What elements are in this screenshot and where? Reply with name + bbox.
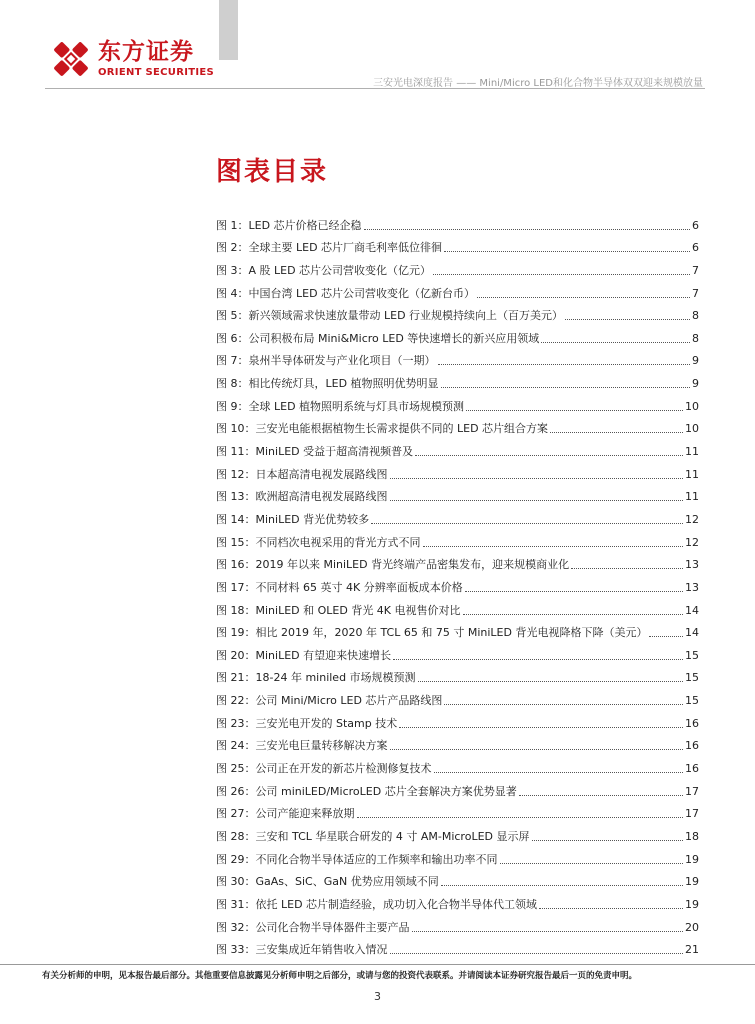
toc-leader-dots [423,546,684,547]
toc-entry[interactable] [216,278,699,301]
toc-entry-label: 图 11：MiniLED 受益于超高清视频普及 [216,445,414,459]
header-decor-bar [219,0,238,60]
toc-leader-dots [393,659,683,660]
company-name-cn: 东方证券 [98,39,194,65]
toc-entry-page: 6 [692,241,699,255]
toc-entry-label: 图 1：LED 芯片价格已经企稳 [216,218,362,232]
toc-entry-label: 图 18：MiniLED 和 OLED 背光 4K 电视售价对比 [216,603,461,617]
toc-leader-dots [390,953,684,954]
toc-entry-page: 19 [685,852,699,866]
toc-entry-page: 17 [685,807,699,821]
toc-entry-label: 图 30：GaAs、SiC、GaN 优势应用领域不同 [216,875,439,889]
page-title: 图表目录 [216,157,329,187]
toc-entry-label: 图 29：不同化合物半导体适应的工作频率和输出功率不同 [216,852,498,866]
toc-leader-dots [412,931,684,932]
toc-entry-page: 11 [685,490,699,504]
toc-entry-page: 15 [685,671,699,685]
toc-entry-label: 图 33：三安集成近年销售收入情况 [216,943,388,957]
toc-entry-page: 6 [692,218,699,232]
toc-entry[interactable] [216,731,699,754]
toc-leader-dots [371,523,683,524]
toc-entry[interactable] [216,595,699,618]
toc-entry-page: 13 [685,558,699,572]
toc-entry-page: 12 [685,512,699,526]
toc-entry-page: 11 [685,445,699,459]
toc-entry-page: 8 [692,331,699,345]
footer-disclaimer: 有关分析师的申明，见本报告最后部分。其他重要信息披露见分析师申明之后部分，或请与您的投资代表联系。并请阅读本证券研究报告最后一页的免责申明。 [42,971,638,981]
toc-entry-label: 图 22：公司 Mini/Micro LED 芯片产品路线图 [216,694,443,708]
toc-entry-label: 图 26：公司 miniLED/MicroLED 芯片全套解决方案优势显著 [216,784,517,798]
toc-entry-page: 20 [685,920,699,934]
toc-leader-dots [444,251,690,252]
toc-entry[interactable] [216,753,699,776]
toc-entry-page: 7 [692,286,699,300]
toc-leader-dots [463,614,683,615]
orient-logo-icon [50,38,92,80]
footer-divider [0,964,755,965]
toc-entry-label: 图 12：日本超高清电视发展路线图 [216,467,388,481]
toc-entry-page: 12 [685,535,699,549]
toc-entry[interactable] [216,414,699,437]
toc-entry[interactable] [216,346,699,369]
toc-entry[interactable] [216,459,699,482]
toc-entry-page: 19 [685,897,699,911]
toc-entry[interactable] [216,844,699,867]
toc-leader-dots [500,863,684,864]
toc-entry[interactable] [216,821,699,844]
toc-leader-dots [539,908,683,909]
toc-leader-dots [390,749,684,750]
toc-entry[interactable] [216,301,699,324]
toc-leader-dots [477,297,690,298]
toc-leader-dots [649,636,683,637]
toc-entry[interactable] [216,550,699,573]
toc-entry-label: 图 14：MiniLED 背光优势较多 [216,512,370,526]
toc-entry[interactable] [216,233,699,256]
header-divider [45,88,705,89]
toc-entry[interactable] [216,663,699,686]
toc-entry-label: 图 32：公司化合物半导体器件主要产品 [216,920,410,934]
toc-leader-dots [390,478,684,479]
toc-entry[interactable] [216,482,699,505]
toc-entry-label: 图 6：公司积极布局 Mini&Micro LED 等快速增长的新兴应用领域 [216,331,540,345]
toc-entry-page: 10 [685,399,699,413]
toc-entry-label: 图 24：三安光电巨量转移解决方案 [216,739,388,753]
toc-entry-page: 16 [685,739,699,753]
toc-entry-page: 15 [685,694,699,708]
toc-entry-page: 18 [685,829,699,843]
toc-entry-page: 8 [692,309,699,323]
toc-entry-label: 图 31：依托 LED 芯片制造经验，成功切入化合物半导体代工领域 [216,897,538,911]
toc-entry[interactable] [216,323,699,346]
toc-entry[interactable] [216,799,699,822]
toc-entry[interactable] [216,255,699,278]
toc-leader-dots [532,840,684,841]
toc-leader-dots [434,772,684,773]
toc-entry[interactable] [216,685,699,708]
toc-leader-dots [565,319,690,320]
toc-entry[interactable] [216,889,699,912]
toc-entry-page: 9 [692,377,699,391]
toc-entry[interactable] [216,210,699,233]
toc-leader-dots [357,817,684,818]
toc-leader-dots [441,387,690,388]
toc-entry-page: 10 [685,422,699,436]
toc-leader-dots [418,681,683,682]
toc-entry[interactable] [216,708,699,731]
toc-entry-page: 16 [685,762,699,776]
toc-entry-label: 图 9：全球 LED 植物照明系统与灯具市场规模预测 [216,399,465,413]
toc-entry-label: 图 15：不同档次电视采用的背光方式不同 [216,535,421,549]
toc-leader-dots [550,432,683,433]
toc-entry-page: 15 [685,648,699,662]
toc-leader-dots [465,591,683,592]
toc-entry[interactable] [216,504,699,527]
toc-entry-label: 图 20：MiniLED 有望迎来快速增长 [216,648,392,662]
toc-entry[interactable] [216,867,699,890]
toc-entry[interactable] [216,527,699,550]
toc-entry-label: 图 23：三安光电开发的 Stamp 技术 [216,716,398,730]
toc-entry-page: 19 [685,875,699,889]
toc-leader-dots [390,500,684,501]
company-logo [50,38,220,82]
toc-entry-label: 图 13：欧洲超高清电视发展路线图 [216,490,388,504]
toc-entry[interactable] [216,436,699,459]
toc-leader-dots [541,342,690,343]
toc-entry[interactable] [216,618,699,641]
toc-entry-label: 图 21：18-24 年 miniled 市场规模预测 [216,671,416,685]
toc-entry[interactable] [216,572,699,595]
toc-entry-page: 13 [685,580,699,594]
toc-entry-page: 14 [685,603,699,617]
toc-entry-label: 图 16：2019 年以来 MiniLED 背光终端产品密集发布，迎来规模商业化 [216,558,570,572]
toc-entry[interactable] [216,368,699,391]
toc-entry[interactable] [216,391,699,414]
toc-entry-page: 17 [685,784,699,798]
toc-leader-dots [571,568,683,569]
running-header: 三安光电深度报告 —— Mini/Micro LED和化合物半导体双双迎来规模放量 [373,78,703,89]
toc-entry-page: 14 [685,626,699,640]
toc-entry[interactable] [216,776,699,799]
toc-entry-label: 图 27：公司产能迎来释放期 [216,807,355,821]
toc-entry-page: 16 [685,716,699,730]
toc-entry-page: 21 [685,943,699,957]
toc-leader-dots [441,885,683,886]
toc-entry[interactable] [216,912,699,935]
toc-entry-label: 图 8：相比传统灯具，LED 植物照明优势明显 [216,377,439,391]
toc-leader-dots [466,410,683,411]
toc-leader-dots [519,795,683,796]
toc-entry-label: 图 19：相比 2019 年，2020 年 TCL 65 和 75 寸 MiniLED 背光电视降格下降（美元） [216,626,648,640]
toc-leader-dots [415,455,683,456]
page-number: 3 [374,990,381,1003]
toc-entry-label: 图 28：三安和 TCL 华星联合研发的 4 寸 AM-MicroLED 显示屏 [216,829,530,843]
company-name-en: ORIENT SECURITIES [98,67,215,78]
toc-entry[interactable] [216,640,699,663]
toc-entry-label: 图 3：A 股 LED 芯片公司营收变化（亿元） [216,263,432,277]
toc-leader-dots [433,274,690,275]
toc-leader-dots [444,704,683,705]
toc-entry-label: 图 25：公司正在开发的新芯片检测修复技术 [216,762,432,776]
toc-list [216,210,699,957]
toc-entry-label: 图 5：新兴领域需求快速放量带动 LED 行业规模持续向上（百万美元） [216,309,564,323]
toc-entry[interactable] [216,935,699,958]
toc-leader-dots [438,364,691,365]
toc-entry-label: 图 10：三安光电能根据植物生长需求提供不同的 LED 芯片组合方案 [216,422,549,436]
toc-entry-page: 7 [692,263,699,277]
toc-entry-page: 9 [692,354,699,368]
toc-entry-label: 图 2：全球主要 LED 芯片厂商毛利率低位徘徊 [216,241,443,255]
toc-entry-page: 11 [685,467,699,481]
toc-leader-dots [364,229,690,230]
toc-entry-label: 图 17：不同材料 65 英寸 4K 分辨率面板成本价格 [216,580,463,594]
toc-entry-label: 图 4：中国台湾 LED 芯片公司营收变化（亿新台币） [216,286,476,300]
toc-entry-label: 图 7：泉州半导体研发与产业化项目（一期） [216,354,436,368]
toc-leader-dots [399,727,683,728]
